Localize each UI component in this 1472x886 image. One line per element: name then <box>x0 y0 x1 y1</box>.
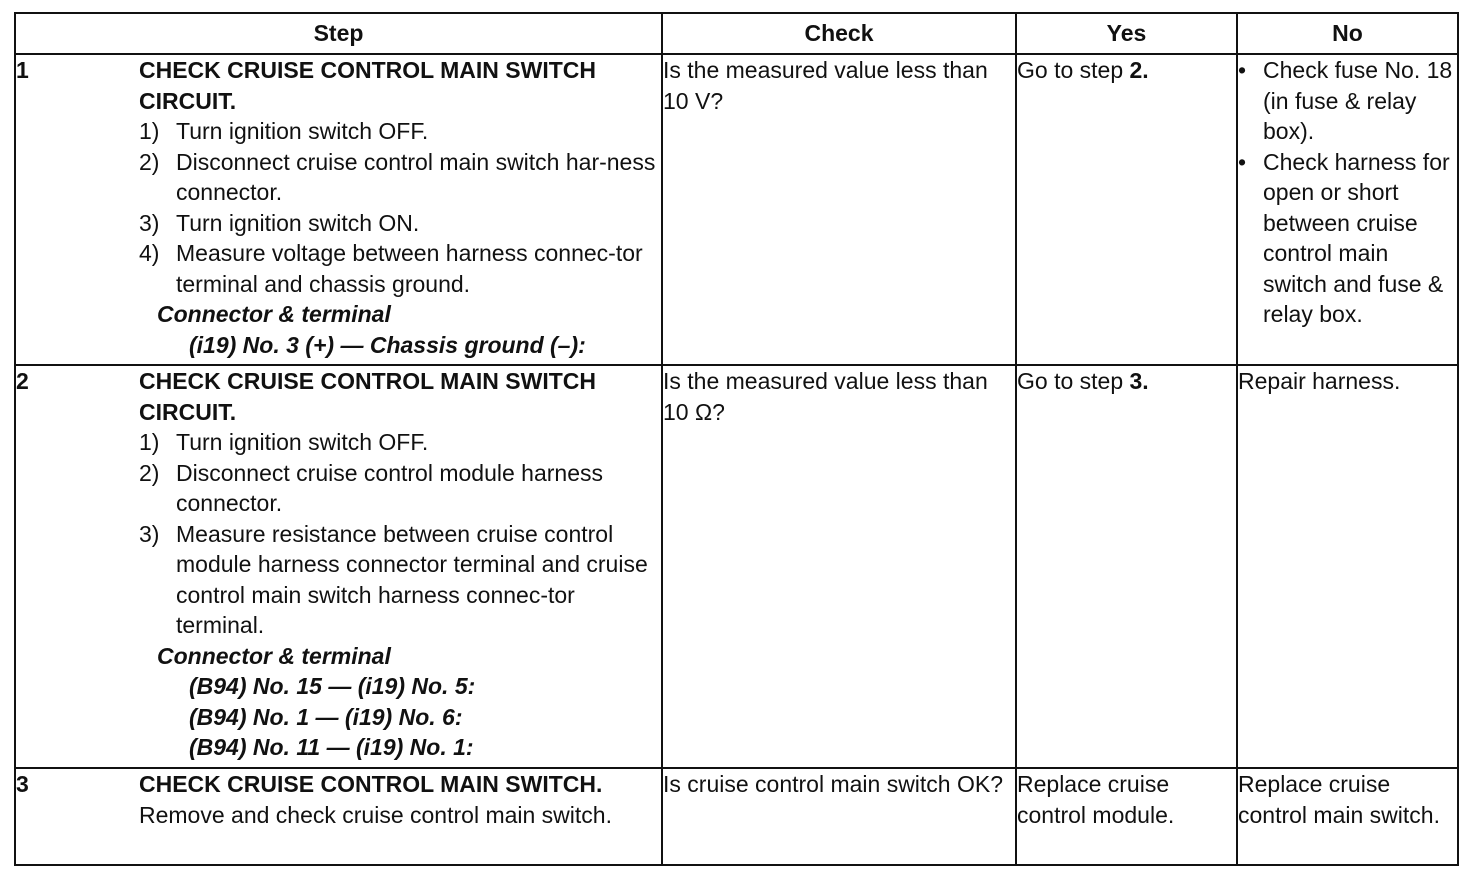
procedure-text: Disconnect cruise control main switch har-ness connector. <box>176 148 656 205</box>
header-check: Check <box>662 13 1016 54</box>
procedure-number: 2) <box>139 459 160 486</box>
check-question: Is cruise control main switch OK? <box>662 768 1016 865</box>
procedure-item <box>139 458 661 519</box>
step-title: CHECK CRUISE CONTROL MAIN SWITCH. <box>139 771 603 797</box>
yes-action <box>1016 54 1237 365</box>
procedure-number: 3) <box>139 209 160 236</box>
yes-step-ref: 2. <box>1129 57 1149 83</box>
check-question: Is the measured value less than 10 V? <box>662 54 1016 365</box>
yes-prefix: Go to step <box>1017 57 1130 83</box>
procedure-item <box>139 147 661 208</box>
bullet-icon: • <box>1238 148 1247 175</box>
step-description <box>139 54 662 365</box>
bullet-item <box>1238 147 1457 330</box>
connector-terminal: (i19) No. 3 (+) — Chassis ground (–): <box>189 331 586 358</box>
header-no: No <box>1237 13 1458 54</box>
step-title: CHECK CRUISE CONTROL MAIN SWITCH CIRCUIT. <box>139 57 597 114</box>
yes-step-ref: 3. <box>1129 368 1149 394</box>
no-action: Replace cruise control main switch. <box>1237 768 1458 865</box>
header-step: Step <box>15 13 662 54</box>
step-number: 3 <box>15 768 139 865</box>
procedure-item <box>139 519 661 641</box>
bullet-text: Check fuse No. 18 (in fuse & relay box). <box>1263 57 1453 144</box>
connector-terminal: (B94) No. 11 — (i19) No. 1: <box>189 734 474 760</box>
procedure-text: Turn ignition switch OFF. <box>176 429 429 455</box>
check-question: Is the measured value less than 10 Ω? <box>662 365 1016 768</box>
diagnostic-table <box>14 12 1459 866</box>
step-number: 1 <box>15 54 139 365</box>
no-action: Repair harness. <box>1237 365 1458 768</box>
table-row <box>15 768 1458 865</box>
step-description <box>139 365 662 768</box>
procedure-text: Measure resistance between cruise control module harness connector terminal and cruise control main switch harness connec-tor terminal. <box>176 520 648 638</box>
procedure-number: 1) <box>139 118 160 144</box>
procedure-item <box>139 208 661 239</box>
header-row <box>15 13 1458 54</box>
connector-label: Connector & terminal <box>157 642 391 669</box>
no-action <box>1237 54 1458 365</box>
step-body: Remove and check cruise control main switch. <box>139 801 612 828</box>
yes-action: Replace cruise control module. <box>1016 768 1237 865</box>
bullet-icon: • <box>1238 57 1247 83</box>
bullet-text: Check harness for open or short between cruise control main switch and fuse & relay box. <box>1263 148 1450 327</box>
procedure-number: 3) <box>139 520 160 547</box>
connector-terminal: (B94) No. 1 — (i19) No. 6: <box>189 703 463 730</box>
procedure-number: 2) <box>139 148 160 175</box>
procedure-number: 1) <box>139 429 160 455</box>
connector-terminal: (B94) No. 15 — (i19) No. 5: <box>189 673 476 699</box>
procedure-text: Turn ignition switch OFF. <box>176 118 429 144</box>
yes-prefix: Go to step <box>1017 368 1130 394</box>
table-row <box>15 365 1458 768</box>
procedure-text: Turn ignition switch ON. <box>176 209 420 236</box>
yes-action <box>1016 365 1237 768</box>
procedure-text: Measure voltage between harness connec-tor terminal and chassis ground. <box>176 240 643 297</box>
connector-label: Connector & terminal <box>157 301 391 327</box>
procedure-item <box>139 427 661 458</box>
header-yes: Yes <box>1016 13 1237 54</box>
procedure-item <box>139 116 661 147</box>
step-number: 2 <box>15 365 139 768</box>
procedure-item <box>139 238 661 299</box>
bullet-item <box>1238 55 1457 147</box>
step-description <box>139 768 662 865</box>
procedure-text: Disconnect cruise control module harness connector. <box>176 459 603 516</box>
table-row <box>15 54 1458 365</box>
step-title: CHECK CRUISE CONTROL MAIN SWITCH CIRCUIT. <box>139 368 597 425</box>
procedure-number: 4) <box>139 240 160 266</box>
